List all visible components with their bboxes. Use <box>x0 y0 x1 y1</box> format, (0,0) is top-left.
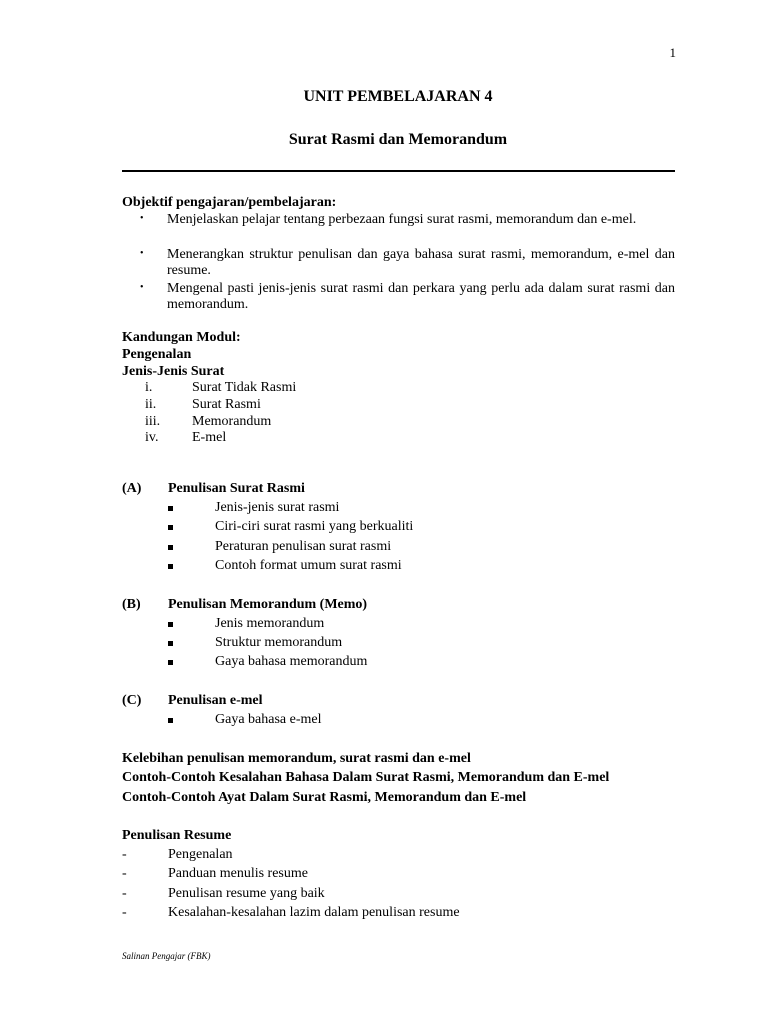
section-item: Peraturan penulisan surat rasmi <box>215 539 392 554</box>
section-item: Ciri-ciri surat rasmi yang berkualiti <box>215 519 414 534</box>
list-number: ii. <box>145 397 157 412</box>
section-item: Jenis memorandum <box>215 616 325 631</box>
contents-heading: Kandungan Modul: <box>122 330 241 345</box>
letter-type-item: Surat Rasmi <box>192 397 261 412</box>
page-footer: Salinan Pengajar (FBK) <box>122 951 211 961</box>
square-bullet-icon <box>168 564 173 569</box>
letter-type-item: Memorandum <box>192 414 272 429</box>
section-letter: (A) <box>122 481 142 496</box>
objectives-heading: Objektif pengajaran/pembelajaran: <box>122 195 337 210</box>
resume-item: Penulisan resume yang baik <box>168 886 325 901</box>
section-item: Contoh format umum surat rasmi <box>215 558 402 573</box>
bullet-icon: • <box>140 282 144 293</box>
page-number: 1 <box>669 45 676 60</box>
square-bullet-icon <box>168 545 173 550</box>
section-title: Penulisan e-mel <box>168 693 263 708</box>
objective-item: Menerangkan struktur penulisan dan gaya bahasa surat rasmi, memorandum, e-mel dan resume. <box>167 247 675 278</box>
objective-item: Menjelaskan pelajar tentang perbezaan fungsi surat rasmi, memorandum dan e-mel. <box>167 212 637 227</box>
content-heading: Contoh-Contoh Ayat Dalam Surat Rasmi, Memorandum dan E-mel <box>122 790 527 805</box>
square-bullet-icon <box>168 641 173 646</box>
contents-intro: Pengenalan <box>122 347 192 362</box>
list-number: i. <box>145 380 153 395</box>
resume-item: Pengenalan <box>168 847 233 862</box>
square-bullet-icon <box>168 718 173 723</box>
section-item: Gaya bahasa memorandum <box>215 654 368 669</box>
letter-type-item: E-mel <box>192 430 227 445</box>
unit-subtitle: Surat Rasmi dan Memorandum <box>288 131 508 148</box>
section-letter: (B) <box>122 597 141 612</box>
content-heading: Kelebihan penulisan memorandum, surat rasmi dan e-mel <box>122 751 471 766</box>
content-heading: Contoh-Contoh Kesalahan Bahasa Dalam Surat Rasmi, Memorandum dan E-mel <box>122 770 610 785</box>
section-item: Gaya bahasa e-mel <box>215 712 322 727</box>
square-bullet-icon <box>168 525 173 530</box>
list-number: iv. <box>145 430 159 445</box>
dash-bullet: - <box>122 886 127 901</box>
section-title: Penulisan Memorandum (Memo) <box>168 597 368 612</box>
section-item: Struktur memorandum <box>215 635 343 650</box>
resume-item: Kesalahan-kesalahan lazim dalam penulisan resume <box>168 905 460 920</box>
dash-bullet: - <box>122 866 127 881</box>
list-number: iii. <box>145 414 161 429</box>
bullet-icon: • <box>140 213 144 224</box>
resume-item: Panduan menulis resume <box>168 866 308 881</box>
letter-types-heading: Jenis-Jenis Surat <box>122 364 225 379</box>
square-bullet-icon <box>168 660 173 665</box>
objective-item: Mengenal pasti jenis-jenis surat rasmi dan perkara yang perlu ada dalam surat rasmi dan memorandum. <box>167 281 675 312</box>
dash-bullet: - <box>122 847 127 862</box>
dash-bullet: - <box>122 905 127 920</box>
square-bullet-icon <box>168 622 173 627</box>
letter-type-item: Surat Tidak Rasmi <box>192 380 297 395</box>
title-divider <box>122 170 675 172</box>
square-bullet-icon <box>168 506 173 511</box>
bullet-icon: • <box>140 248 144 259</box>
section-title: Penulisan Surat Rasmi <box>168 481 305 496</box>
unit-title: UNIT PEMBELAJARAN 4 <box>303 88 493 105</box>
resume-heading: Penulisan Resume <box>122 828 232 843</box>
section-letter: (C) <box>122 693 142 708</box>
section-item: Jenis-jenis surat rasmi <box>215 500 340 515</box>
